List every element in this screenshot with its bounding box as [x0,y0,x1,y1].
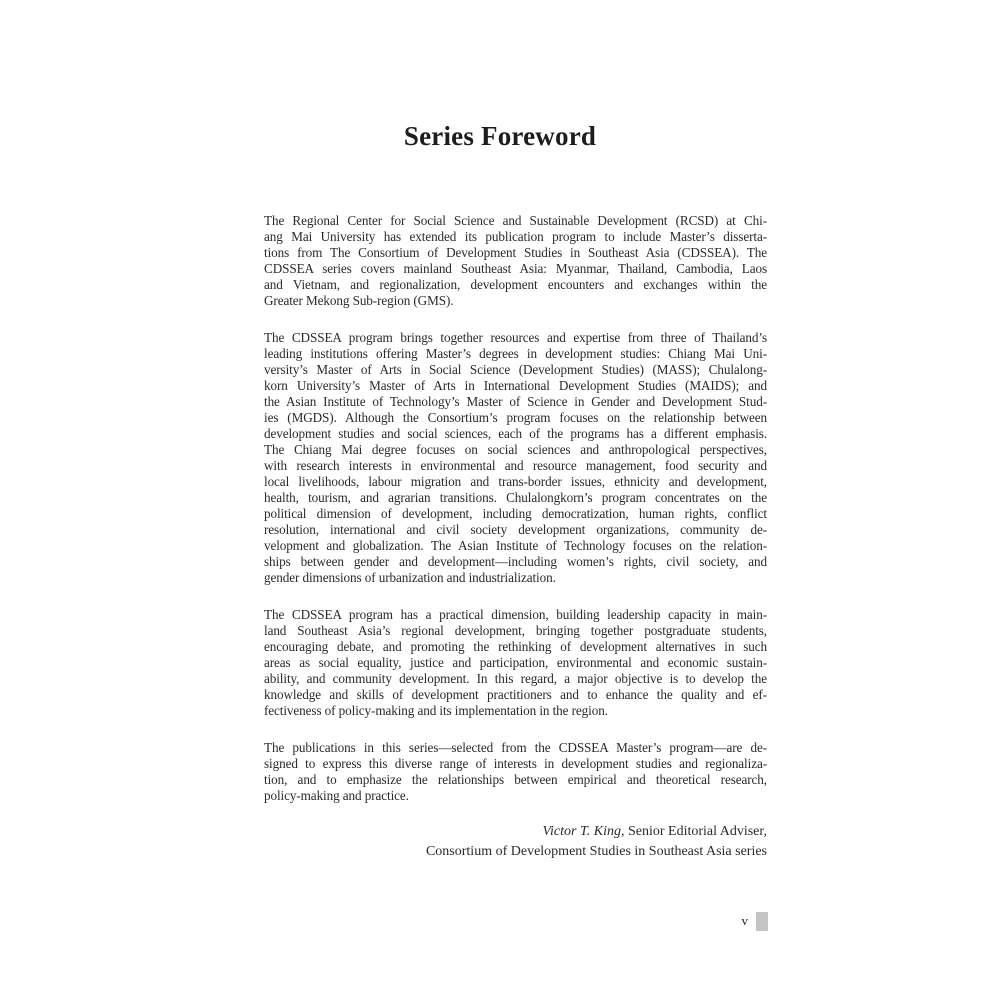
text-line: encouraging debate, and promoting the rethinking of development alternatives in such [264,639,767,654]
text-line: political dimension of development, including democratization, human rights, conflict [264,506,767,521]
text-line: velopment and globalization. The Asian Institute of Technology focuses on the relation- [264,538,767,553]
paragraph [264,607,767,719]
text-line: areas as social equality, justice and participation, environmental and economic sustain- [264,655,767,670]
text-line: versity’s Master of Arts in Social Science (Development Studies) (MASS); Chulalong- [264,362,767,377]
signature-block [264,822,767,862]
signature-author: Victor T. King [542,824,621,839]
text-line: development studies and social sciences, each of the programs has a different emphasis. [264,426,767,441]
text-line: ships between gender and development—including women’s rights, civil society, and [264,554,767,569]
text-line: tions from The Consortium of Development Studies in Southeast Asia (CDSSEA). The [264,245,767,260]
text-line: signed to express this diverse range of interests in development studies and regionaliza- [264,756,767,771]
signature-line-1 [264,822,767,842]
text-line: Greater Mekong Sub-region (GMS). [264,293,454,308]
text-line: The Chiang Mai degree focuses on social sciences and anthropological perspectives, [264,442,767,457]
text-line: The Regional Center for Social Science and Sustainable Development (RCSD) at Chi- [264,213,767,228]
page-title: Series Foreword [403,121,597,151]
text-line: tion, and to emphasize the relationships between empirical and theoretical research, [264,772,767,787]
text-line: policy-making and practice. [264,788,409,803]
text-line: ang Mai University has extended its publication program to include Master’s disserta- [264,229,767,244]
text-line: resolution, international and civil society development organizations, community de- [264,522,767,537]
text-line: land Southeast Asia’s regional development, bringing together postgraduate students, [264,623,767,638]
signature-role: , Senior Editorial Adviser, [620,824,767,839]
text-line: knowledge and skills of development practitioners and to enhance the quality and ef- [264,687,767,702]
paragraph [264,330,767,586]
text-line: ies (MGDS). Although the Consortium’s program focuses on the relationship between [264,410,767,425]
text-line: the Asian Institute of Technology’s Master of Science in Gender and Development Stud- [264,394,767,409]
text-line: The publications in this series—selected from the CDSSEA Master’s program—are de- [264,740,767,755]
signature-line-2: Consortium of Development Studies in Southeast Asia series [425,844,767,859]
page-marker-square [756,912,768,931]
text-line: leading institutions offering Master’s degrees in development studies: Chiang Mai Uni- [264,346,767,361]
text-line: ability, and community development. In this regard, a major objective is to develop the [264,671,767,686]
text-line: The CDSSEA program has a practical dimension, building leadership capacity in main- [264,607,767,622]
foreword-body [264,213,767,825]
text-line: fectiveness of policy-making and its implementation in the region. [264,703,608,718]
paragraph [264,213,767,309]
text-line: CDSSEA series covers mainland Southeast Asia: Myanmar, Thailand, Cambodia, Laos [264,261,767,276]
text-line: The CDSSEA program brings together resources and expertise from three of Thailand’s [264,330,767,345]
text-line: local livelihoods, labour migration and trans-border issues, ethnicity and development, [264,474,767,489]
text-line: health, tourism, and agrarian transitions. Chulalongkorn’s program concentrates on the [264,490,767,505]
text-line: korn University’s Master of Arts in International Development Studies (MAIDS); and [264,378,767,393]
text-line: gender dimensions of urbanization and industrialization. [264,570,556,585]
text-line: with research interests in environmental and resource management, food security and [264,458,767,473]
page-footer [264,911,768,931]
page-number: v [741,913,748,928]
text-line: and Vietnam, and regionalization, development encounters and exchanges within the [264,277,767,292]
paragraph [264,740,767,804]
